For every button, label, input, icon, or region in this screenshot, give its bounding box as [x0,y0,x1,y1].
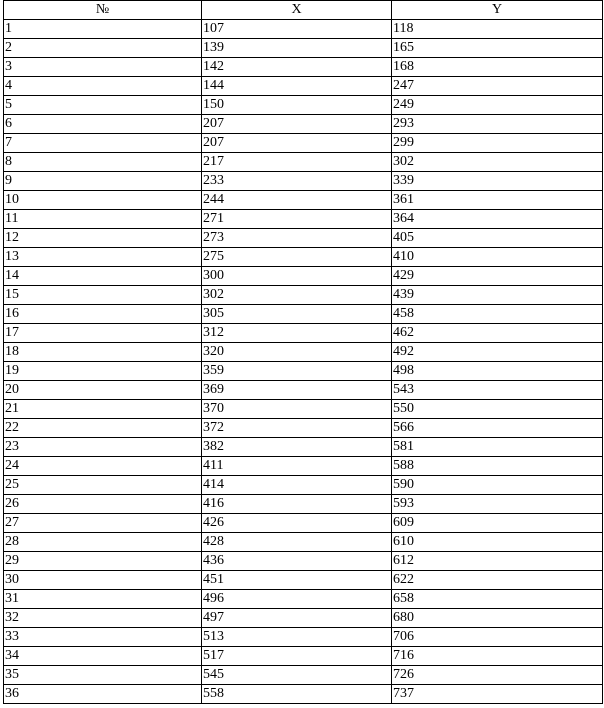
cell-number: 13 [4,248,202,267]
header-x: X [202,1,392,20]
table-row [4,96,603,115]
cell-x: 451 [202,571,392,590]
cell-x: 416 [202,495,392,514]
cell-number: 22 [4,419,202,438]
cell-x: 207 [202,134,392,153]
cell-y: 439 [392,286,603,305]
cell-number: 8 [4,153,202,172]
cell-number: 20 [4,381,202,400]
cell-y: 247 [392,77,603,96]
table-row [4,514,603,533]
cell-x: 359 [202,362,392,381]
cell-y: 737 [392,685,603,704]
table-row [4,191,603,210]
cell-number: 14 [4,267,202,286]
cell-number: 21 [4,400,202,419]
cell-x: 150 [202,96,392,115]
cell-y: 361 [392,191,603,210]
cell-x: 233 [202,172,392,191]
cell-x: 300 [202,267,392,286]
cell-number: 3 [4,58,202,77]
cell-x: 513 [202,628,392,647]
cell-x: 436 [202,552,392,571]
table-row [4,419,603,438]
cell-number: 33 [4,628,202,647]
table-row [4,609,603,628]
table-row [4,134,603,153]
cell-y: 658 [392,590,603,609]
cell-number: 18 [4,343,202,362]
cell-x: 369 [202,381,392,400]
cell-number: 12 [4,229,202,248]
cell-x: 305 [202,305,392,324]
cell-y: 726 [392,666,603,685]
cell-x: 273 [202,229,392,248]
cell-y: 593 [392,495,603,514]
cell-x: 558 [202,685,392,704]
table-row [4,476,603,495]
cell-x: 107 [202,20,392,39]
cell-number: 17 [4,324,202,343]
cell-number: 6 [4,115,202,134]
table-row [4,324,603,343]
cell-number: 27 [4,514,202,533]
cell-number: 29 [4,552,202,571]
table-row [4,210,603,229]
cell-x: 414 [202,476,392,495]
cell-y: 716 [392,647,603,666]
table-row [4,305,603,324]
cell-x: 244 [202,191,392,210]
table-row [4,362,603,381]
cell-y: 249 [392,96,603,115]
table-row [4,400,603,419]
cell-y: 590 [392,476,603,495]
cell-y: 293 [392,115,603,134]
cell-x: 382 [202,438,392,457]
cell-number: 36 [4,685,202,704]
table-row [4,381,603,400]
cell-number: 35 [4,666,202,685]
cell-y: 612 [392,552,603,571]
table-row [4,39,603,58]
table-row [4,628,603,647]
table-row [4,229,603,248]
cell-y: 462 [392,324,603,343]
cell-x: 426 [202,514,392,533]
cell-y: 405 [392,229,603,248]
cell-number: 16 [4,305,202,324]
cell-number: 34 [4,647,202,666]
header-row [4,1,603,20]
cell-x: 271 [202,210,392,229]
cell-y: 429 [392,267,603,286]
cell-y: 364 [392,210,603,229]
cell-x: 428 [202,533,392,552]
table-row [4,153,603,172]
cell-y: 543 [392,381,603,400]
cell-number: 7 [4,134,202,153]
data-table [3,0,603,704]
table-row [4,457,603,476]
cell-y: 610 [392,533,603,552]
cell-x: 207 [202,115,392,134]
cell-y: 680 [392,609,603,628]
cell-number: 2 [4,39,202,58]
cell-y: 299 [392,134,603,153]
cell-number: 9 [4,172,202,191]
table-row [4,58,603,77]
cell-number: 15 [4,286,202,305]
cell-y: 165 [392,39,603,58]
table-row [4,77,603,96]
table-row [4,590,603,609]
cell-number: 23 [4,438,202,457]
cell-x: 372 [202,419,392,438]
table-row [4,571,603,590]
table-row [4,286,603,305]
table-row [4,20,603,39]
cell-number: 4 [4,77,202,96]
cell-y: 168 [392,58,603,77]
table-row [4,685,603,704]
cell-y: 498 [392,362,603,381]
table-row [4,248,603,267]
table-row [4,533,603,552]
cell-y: 458 [392,305,603,324]
table-row [4,647,603,666]
cell-y: 588 [392,457,603,476]
table-body [4,20,603,704]
table-row [4,666,603,685]
header-number: № [4,1,202,20]
table-row [4,115,603,134]
cell-number: 10 [4,191,202,210]
cell-y: 302 [392,153,603,172]
cell-y: 581 [392,438,603,457]
cell-x: 545 [202,666,392,685]
cell-y: 410 [392,248,603,267]
cell-number: 25 [4,476,202,495]
cell-number: 11 [4,210,202,229]
cell-y: 339 [392,172,603,191]
table-row [4,172,603,191]
table-row [4,552,603,571]
table-row [4,438,603,457]
header-y: Y [392,1,603,20]
cell-y: 706 [392,628,603,647]
cell-x: 142 [202,58,392,77]
cell-x: 497 [202,609,392,628]
cell-number: 1 [4,20,202,39]
cell-y: 118 [392,20,603,39]
cell-number: 26 [4,495,202,514]
cell-x: 139 [202,39,392,58]
cell-y: 550 [392,400,603,419]
cell-x: 370 [202,400,392,419]
cell-x: 144 [202,77,392,96]
cell-number: 24 [4,457,202,476]
cell-number: 31 [4,590,202,609]
cell-number: 5 [4,96,202,115]
cell-y: 609 [392,514,603,533]
cell-x: 320 [202,343,392,362]
cell-y: 622 [392,571,603,590]
cell-number: 19 [4,362,202,381]
cell-x: 217 [202,153,392,172]
cell-y: 566 [392,419,603,438]
cell-number: 28 [4,533,202,552]
cell-x: 312 [202,324,392,343]
cell-x: 411 [202,457,392,476]
cell-x: 302 [202,286,392,305]
cell-x: 496 [202,590,392,609]
table-row [4,267,603,286]
cell-x: 517 [202,647,392,666]
table-row [4,495,603,514]
cell-x: 275 [202,248,392,267]
table-row [4,343,603,362]
cell-number: 32 [4,609,202,628]
cell-y: 492 [392,343,603,362]
cell-number: 30 [4,571,202,590]
